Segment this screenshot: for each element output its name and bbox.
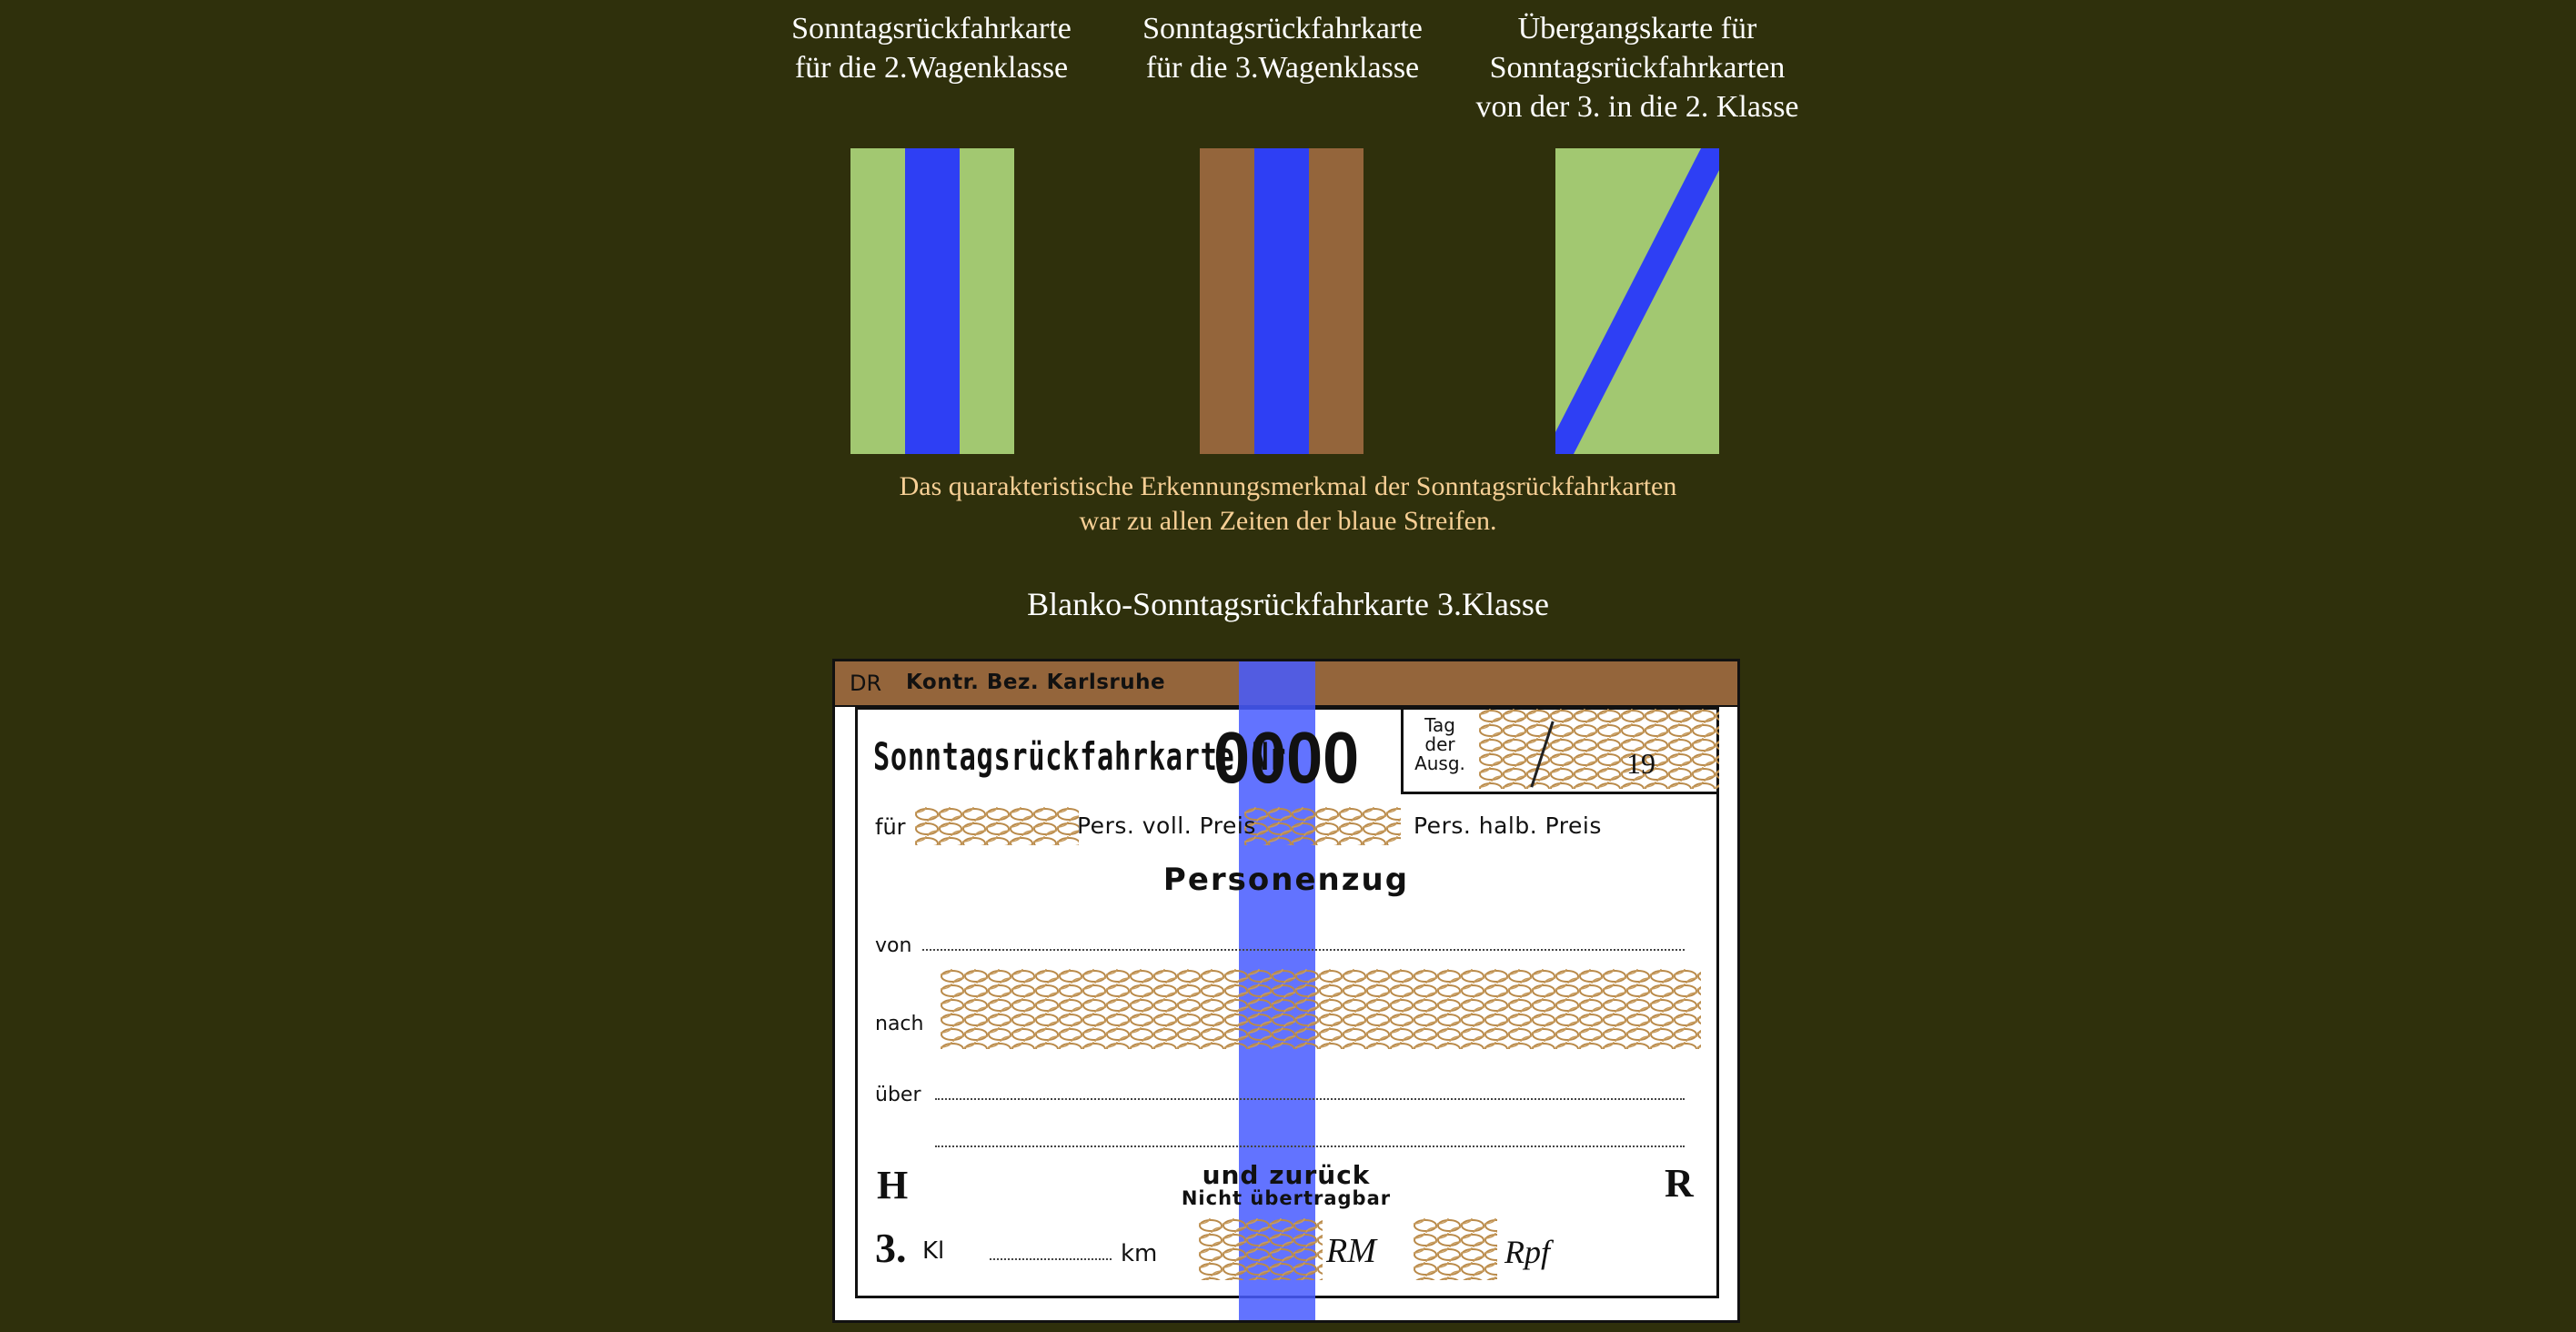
ueber-line [935,1098,1685,1100]
label-fuer: für [875,814,906,840]
issue-date-label-line: Ausg. [1414,752,1465,774]
caption-card-2nd-class [768,9,1095,87]
swatch-2nd-class [850,148,1014,454]
note-line: Das quarakteristische Erkennungsmerkmal der Sonntagsrückfahrkarten [899,471,1677,501]
label-kl: Kl [922,1237,945,1265]
characteristic-note [742,469,1834,539]
not-transferable: Nicht übertragbar [1181,1187,1392,1209]
class-number: 3. [875,1225,907,1271]
guilloche-half-price [1244,807,1401,845]
caption-line: für die 3.Wagenklasse [1145,51,1420,85]
caption-card-transfer [1437,9,1837,126]
swatch-transfer [1555,148,1719,454]
label-full-price: Pers. voll. Preis [1077,812,1256,839]
swatch-transfer-graphic [1555,148,1719,454]
guilloche-rm [1199,1218,1323,1280]
guilloche-full-price [915,807,1079,845]
swatch-2nd-class-graphic [850,148,1014,454]
label-nach: nach [875,1013,924,1035]
swatch-3rd-class [1200,148,1363,454]
swatch-3rd-class-graphic [1200,148,1363,454]
year-prefix: 19 [1626,747,1655,780]
label-rm: RM [1326,1232,1376,1270]
issue-date-label-line: der [1424,733,1455,755]
blank-ticket [832,659,1740,1323]
ticket-heading: Blanko-Sonntagsrückfahrkarte 3.Klasse [1027,586,1549,622]
ticket-number: 0000 [1213,717,1360,798]
km-line [990,1258,1112,1260]
label-ueber: über [875,1084,921,1106]
issue-date-label-line: Tag [1424,714,1455,736]
caption-line: von der 3. in die 2. Klasse [1475,90,1799,124]
label-h: H [877,1163,909,1207]
guilloche-destination [941,969,1701,1049]
von-line [922,949,1685,951]
issue-date-label [1413,716,1467,773]
caption-line: für die 2.Wagenklasse [794,51,1069,85]
train-type: Personenzug [1162,862,1410,898]
caption-line: Sonntagsrückfahrkarten [1489,51,1786,85]
header-dr: DR [850,671,882,696]
guilloche-rpf [1414,1218,1497,1280]
caption-card-3rd-class [1119,9,1446,87]
label-km: km [1121,1240,1158,1267]
guilloche-date [1479,709,1719,789]
note-line: war zu allen Zeiten der blaue Streifen. [1079,506,1497,536]
ticket-title: Sonntagsrückfahrkarte Nr [873,734,1287,779]
label-von: von [875,934,912,957]
return-text: und zurück [1202,1160,1371,1190]
label-half-price: Pers. halb. Preis [1414,812,1602,839]
caption-line: Sonntagsrückfahrkarte [1142,12,1423,45]
caption-line: Übergangskarte für [1517,12,1757,45]
header-control-district: Kontr. Bez. Karlsruhe [906,671,1166,694]
caption-line: Sonntagsrückfahrkarte [791,12,1072,45]
label-r: R [1665,1161,1694,1206]
label-rpf: Rpf [1504,1234,1550,1270]
ueber-line-2 [935,1145,1685,1147]
